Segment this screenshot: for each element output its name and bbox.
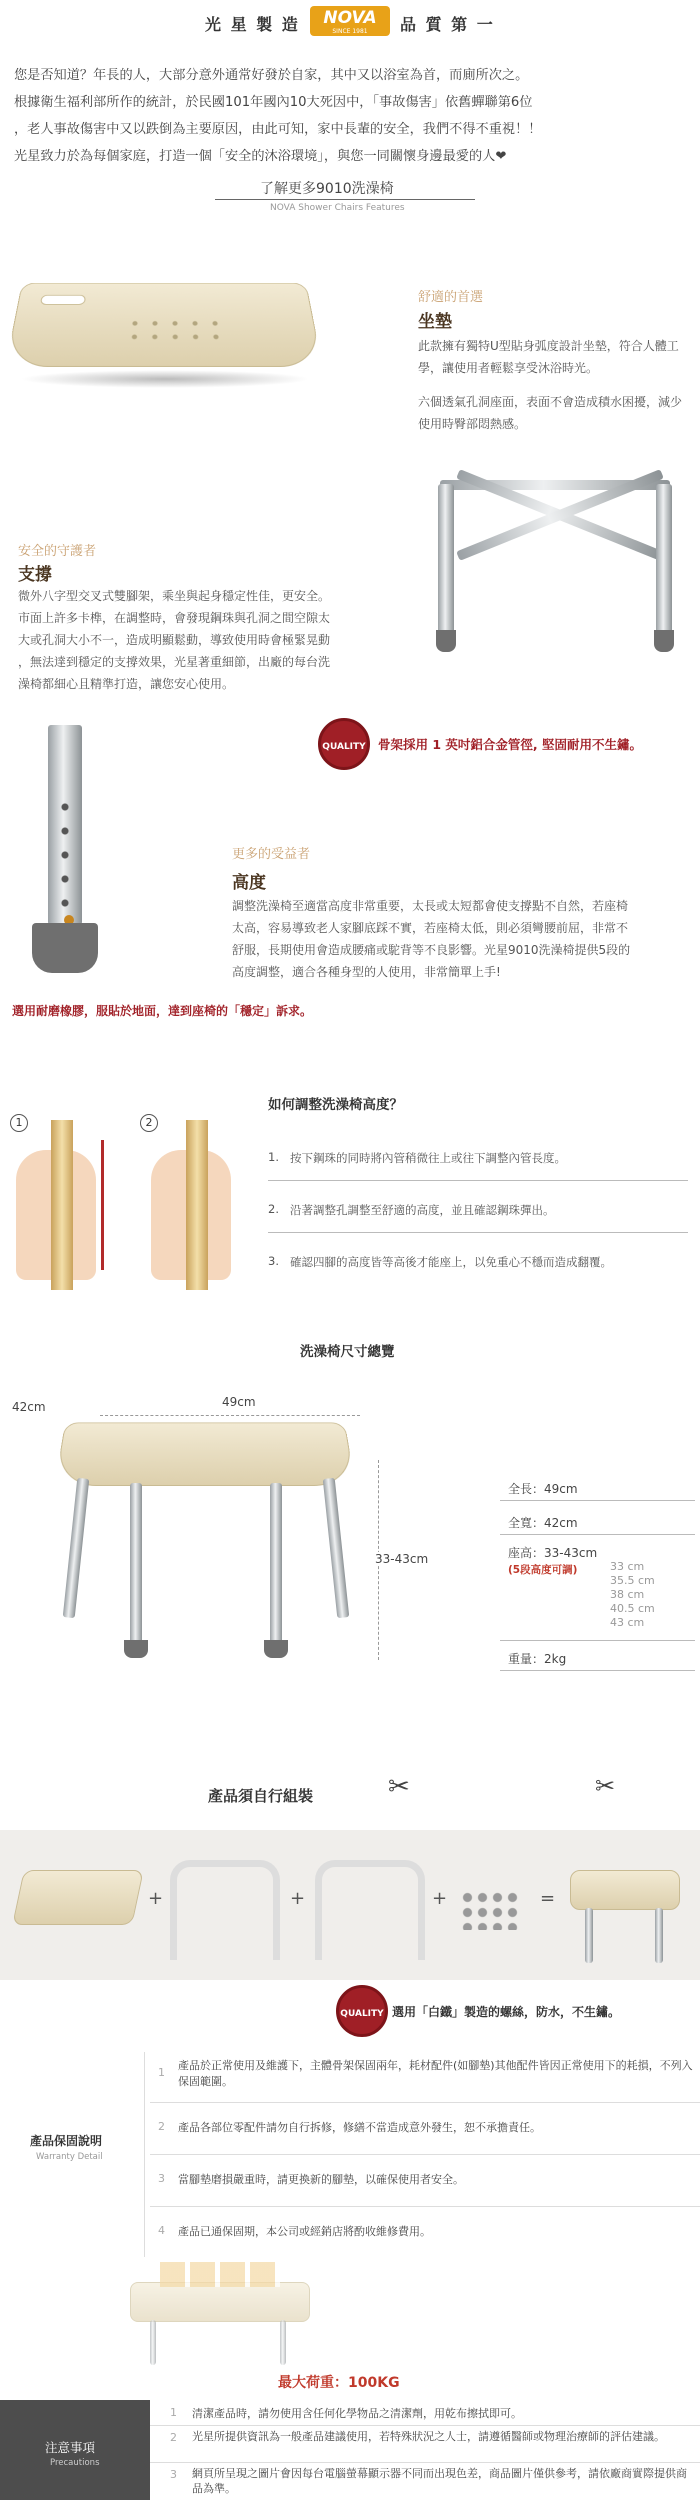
step-circle: 1: [10, 1114, 28, 1132]
notes-items: [150, 2400, 700, 2500]
seat-holes: [124, 317, 227, 344]
logo-subtext: SINCE 1981: [332, 28, 368, 35]
support-heading: 支撐: [18, 565, 52, 585]
leg-rubber-foot: [32, 923, 98, 973]
height-tag: 更多的受益者: [232, 847, 311, 862]
size-title: 洗澡椅尺寸總覽: [300, 1344, 395, 1360]
support-line: 澡椅都細心且精準打造，讓您安心使用。: [18, 677, 235, 691]
spec-divider: [500, 1534, 695, 1535]
load-illustration: [90, 2262, 350, 2367]
adjust-illustration: [6, 1110, 256, 1295]
load-chair-leg: [280, 2320, 286, 2365]
adjust-step: [268, 1254, 698, 1306]
support-line: 微外八字型交叉式雙腳架，乘坐與起身穩定性佳，更安全。: [18, 589, 331, 603]
height-line: 舒服，長期使用會造成腰痛或駝背等不良影響。光星9010洗澡椅提供5段的: [232, 943, 631, 957]
warranty-num: 3: [158, 2172, 165, 2185]
size-chair-seat: [54, 1422, 355, 1486]
seat-para1: 此款擁有獨特U型貼身弧度設計坐墊，符合人體工學，讓使用者輕鬆享受沐浴時光。: [418, 339, 679, 375]
load-chair-leg: [150, 2320, 156, 2365]
spec-width: 全寬：42cm: [508, 1516, 578, 1530]
equals-sign: =: [540, 1888, 556, 1909]
height-text: [232, 895, 692, 983]
warranty-text: 當腳墊磨損嚴重時，請更換新的腳墊，以確保使用者安全。: [178, 2173, 464, 2186]
spec-level: 43 cm: [610, 1616, 645, 1629]
size-chair-foot: [124, 1640, 148, 1658]
leg-closeup-image: [10, 725, 170, 985]
height-heading: 高度: [232, 873, 266, 893]
support-line: 市面上許多卡榫，在調整時，會發現鋼珠與孔洞之間空隙太: [18, 611, 331, 625]
support-line: 大或孔洞大小不一，造成明顯鬆動，導致使用時會極緊晃動: [18, 633, 331, 647]
frame-leg: [438, 484, 454, 634]
warranty-label-box: [0, 2052, 145, 2257]
spec-panel: [500, 1480, 695, 1700]
seat-heading: 坐墊: [418, 312, 452, 332]
frame-foot: [436, 630, 456, 652]
assembly-title: 產品須自行組裝: [208, 1787, 314, 1805]
load-boxes: [160, 2262, 280, 2287]
part-frame-b: [315, 1860, 425, 1960]
logo: [310, 6, 390, 36]
features-divider: [215, 199, 475, 200]
spec-divider: [500, 1500, 695, 1501]
warranty-block: [0, 2052, 700, 2257]
step-text: 沿著調整孔調整至舒適的高度，並且確認鋼珠彈出。: [290, 1203, 555, 1217]
height-line: 調整洗澡椅至適當高度非常重要，太長或太短都會使支撐點不自然，若座椅: [232, 899, 629, 913]
assembly-note: 選用「白鐵」製造的螺絲，防水，不生鏽。: [392, 2005, 621, 2019]
load-label: 最大荷重：100KG: [278, 2375, 400, 2391]
foot-note: 選用耐磨橡膠，服貼於地面，達到座椅的「穩定」訴求。: [12, 1004, 313, 1018]
spec-length: 全長：49cm: [508, 1482, 578, 1496]
step-circle: 2: [140, 1114, 158, 1132]
assembled-chair-seat: [570, 1870, 680, 1910]
warranty-item: [150, 2104, 700, 2156]
warranty-item: [150, 2208, 700, 2256]
spec-height: 座高：33-43cm: [508, 1546, 598, 1560]
spec-levels: [610, 1560, 655, 1630]
notes-num: 1: [170, 2406, 177, 2419]
warranty-text: 產品各部位零配件請勿自行拆修，修繕不當造成意外發生，恕不承擔責任。: [178, 2121, 541, 2134]
width-label: 49cm: [222, 1395, 256, 1409]
intro-text: [14, 62, 694, 170]
features-title: 了解更多9010洗澡椅: [260, 181, 394, 197]
adjust-title: 如何調整洗澡椅高度？: [268, 1097, 403, 1113]
warranty-divider: [150, 2102, 700, 2103]
seat-para2: 六個透氣孔洞座面，表面不會造成積水困擾，減少使用時臀部悶熱感。: [418, 395, 683, 431]
notes-num: 3: [170, 2468, 177, 2481]
quality-badge: QUALITY: [318, 718, 370, 770]
notes-item: [150, 2426, 700, 2463]
spec-divider: [500, 1640, 695, 1641]
intro-line: ，老人事故傷害中又以跌倒為主要原因，由此可知，家中長輩的安全，我們不得不重視！！: [14, 122, 542, 137]
tube-right: [186, 1120, 208, 1290]
seat-image: [5, 283, 323, 367]
spec-level: 35.5 cm: [610, 1574, 655, 1587]
warranty-items: [150, 2052, 700, 2256]
intro-line: 光星致力於為每個家庭，打造一個「安全的沐浴環境」，與您一同關懷身邊最愛的人❤: [14, 149, 507, 164]
spec-level: 38 cm: [610, 1588, 645, 1601]
height-line: 高度調整，適合各種身型的人使用，非常簡單上手!: [232, 965, 501, 979]
warranty-num: 2: [158, 2120, 165, 2133]
size-chair-leg: [130, 1483, 142, 1643]
spec-divider: [500, 1670, 695, 1671]
notes-label-en: Precautions: [50, 2458, 100, 2468]
features-subtitle: NOVA Shower Chairs Features: [270, 203, 405, 213]
brand-left: 光 星 製 造: [205, 15, 300, 34]
size-chair-leg: [63, 1478, 90, 1618]
spec-level: 40.5 cm: [610, 1602, 655, 1615]
support-text: [18, 585, 418, 695]
size-chair-foot: [264, 1640, 288, 1658]
pliers-icon: ✂: [595, 1772, 616, 1800]
arrow-left: [101, 1140, 104, 1270]
step-text: 按下鋼珠的同時將內管稍微往上或往下調整內管長度。: [290, 1151, 566, 1165]
step-text: 確認四腳的高度皆等高後才能座上，以免重心不穩而造成翻覆。: [290, 1255, 612, 1269]
adjust-steps: [268, 1150, 698, 1306]
support-note: 骨架採用 1 英吋鋁合金管徑, 堅固耐用不生鏽。: [378, 737, 643, 752]
warranty-num: 1: [158, 2066, 165, 2079]
warranty-num: 4: [158, 2224, 165, 2237]
frame-image: [420, 470, 690, 660]
leg-holes: [60, 795, 70, 915]
notes-item: [150, 2463, 700, 2500]
notes-num: 2: [170, 2431, 177, 2444]
size-chair-leg: [270, 1483, 282, 1643]
notes-text: 光星所提供資訊為一般產品建議使用，若特殊狀況之人士，請遵循醫師或物理治療師的評估建議。: [192, 2430, 665, 2443]
assembled-chair-leg: [655, 1908, 663, 1963]
support-tag: 安全的守護者: [18, 544, 97, 559]
warranty-label-en: Warranty Detail: [36, 2152, 103, 2162]
plus-sign: +: [290, 1888, 306, 1909]
warranty-label: 產品保固說明: [30, 2134, 103, 2148]
part-screws: [460, 1890, 520, 1930]
assembly-band: [0, 1830, 700, 1980]
assembled-chair-leg: [585, 1908, 593, 1963]
frame-foot: [654, 630, 674, 652]
size-chair-leg: [323, 1478, 350, 1618]
warranty-divider: [150, 2154, 700, 2155]
step-num: 2.: [268, 1202, 279, 1216]
notes-text: 清潔產品時，請勿使用含任何化學物品之清潔劑，用乾布擦拭即可。: [192, 2407, 522, 2420]
step-num: 3.: [268, 1254, 279, 1268]
notes-item: [150, 2400, 700, 2426]
height-line: 太高，容易導致老人家腳底踩不實，若座椅太低，則必須彎腰前屈，非常不: [232, 921, 629, 935]
warranty-item: [150, 2156, 700, 2208]
brand-right: 品 質 第 一: [400, 15, 495, 34]
spec-weight: 重量：2kg: [508, 1652, 567, 1666]
warranty-text: 產品於正常使用及維護下，主體骨架保固兩年，耗材配件(如腳墊)其他配件皆因正常使用下的耗損，不列入保固範圍。: [178, 2059, 693, 2088]
seat-handle-hole: [40, 295, 86, 305]
spec-level: 33 cm: [610, 1560, 645, 1573]
support-line: ，無法達到穩定的支撐效果，光星著重細節，出廠的每台洗: [18, 655, 331, 669]
frame-leg: [656, 484, 672, 634]
logo-text: NOVA: [323, 8, 377, 28]
step-divider: [268, 1180, 688, 1181]
warranty-text: 產品已通保固期，本公司或經銷店將酌收維修費用。: [178, 2225, 431, 2238]
spec-levels-label: (5段高度可調): [508, 1564, 578, 1576]
plus-sign: +: [148, 1888, 164, 1909]
seat-shadow: [20, 370, 310, 388]
adjust-step: [268, 1202, 698, 1254]
adjust-step: [268, 1150, 698, 1202]
width-dim-line: [100, 1415, 360, 1416]
warranty-divider: [150, 2206, 700, 2207]
size-chair-image: [40, 1418, 360, 1668]
depth-label: 42cm: [12, 1400, 46, 1414]
tools-icon: ✂: [388, 1772, 410, 1802]
warranty-item: [150, 2052, 700, 2104]
height-label: 33-43cm: [372, 1552, 431, 1566]
step-num: 1.: [268, 1150, 279, 1164]
plus-sign: +: [432, 1888, 448, 1909]
step-divider: [268, 1232, 688, 1233]
tube-left: [51, 1120, 73, 1290]
notes-label: 注意事項: [45, 2440, 96, 2455]
quality-badge: QUALITY: [336, 1985, 388, 2037]
notes-block: [0, 2400, 700, 2500]
notes-text: 網頁所呈現之圖片會因每台電腦螢幕顯示器不同而出現色差，商品圖片僅供參考，請依廠商實際提供商品為準。: [192, 2467, 687, 2495]
load-chair-seat: [130, 2282, 310, 2322]
intro-line: 根據衛生福利部所作的統計，於民國101年國內10大死因中，「事故傷害」依舊蟬聯第6位: [14, 95, 533, 110]
part-frame-a: [170, 1860, 280, 1960]
part-seat: [12, 1870, 144, 1925]
seat-tag: 舒適的首選: [418, 290, 484, 305]
header: [0, 0, 700, 44]
notes-label-box: [0, 2400, 150, 2500]
intro-line: 您是否知道？年長的人，大部分意外通常好發於自家，其中又以浴室為首，而廁所次之。: [14, 68, 529, 83]
